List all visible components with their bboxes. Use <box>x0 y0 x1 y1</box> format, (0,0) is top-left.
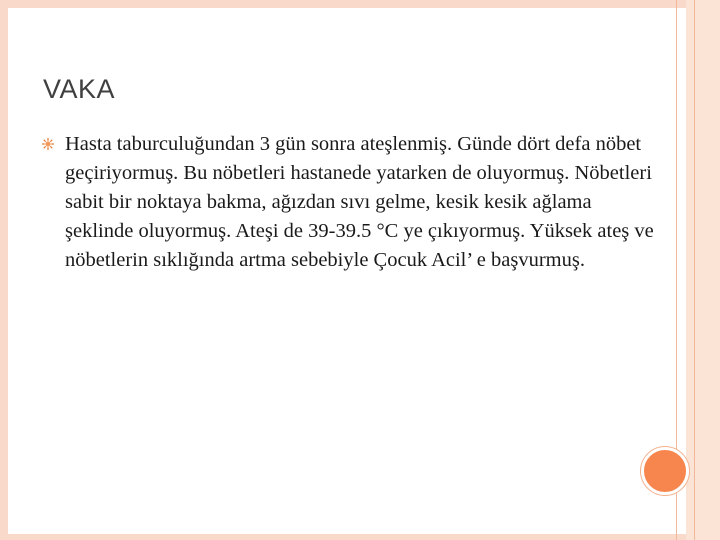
decorative-line <box>694 0 695 540</box>
slide-border-left <box>0 0 8 540</box>
sun-bullet-icon <box>42 138 54 150</box>
case-description: Hasta taburculuğundan 3 gün sonra ateşlenmiş. Günde dört defa nöbet geçiriyormuş. Bu nöbetleri hastanede yatarken de oluyormuş. Nöbetleri sabit bir noktaya bakma, ağızdan sıvı gelme, kesik kesik ağlama şeklinde oluyormuş. Ateşi de 39-39.5 °C ye çıkıyormuş. Yüksek ateş ve nöbetlerin sıklığında artma sebebiyle Çocuk Acil’ e başvurmuş. <box>65 133 654 271</box>
slide-title: VAKA <box>43 74 116 104</box>
slide-border-top <box>0 0 720 8</box>
decorative-side-band <box>686 0 720 540</box>
decorative-circle <box>641 447 689 495</box>
slide-border-bottom <box>0 534 720 540</box>
